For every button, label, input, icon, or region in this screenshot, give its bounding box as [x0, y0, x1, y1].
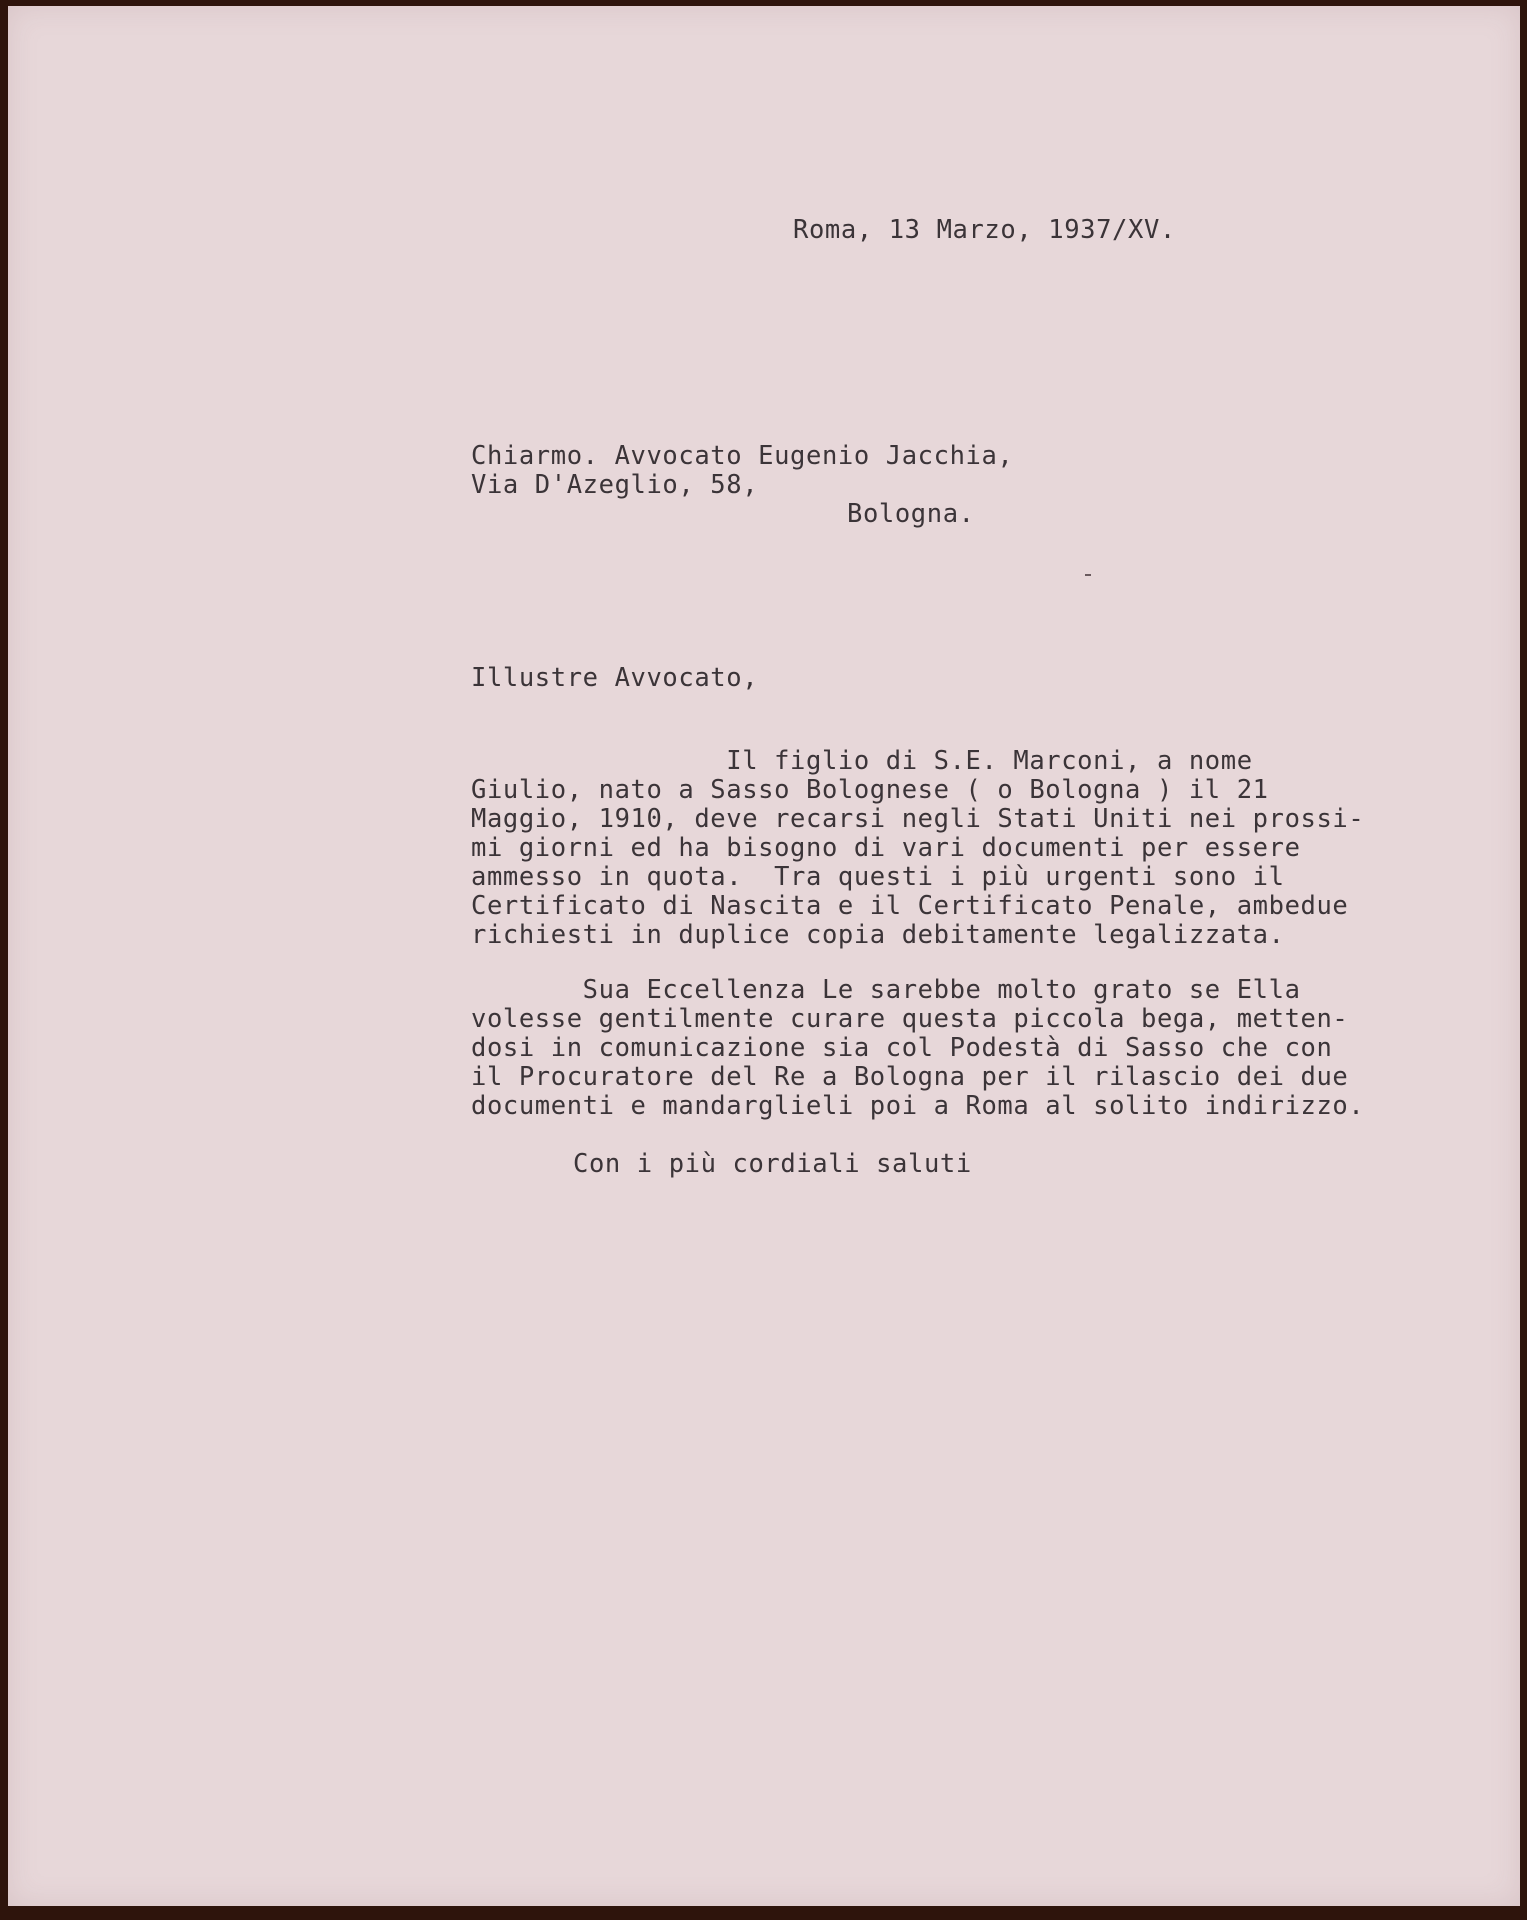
recipient-name: Chiarmo. Avvocato Eugenio Jacchia,: [471, 441, 1014, 471]
body-paragraph-1: Il figlio di S.E. Marconi, a nome Giulio, nato a Sasso Bolognese ( o Bologna ) il 21 Maggio, 1910, deve recarsi negli Stati Uniti nei prossi- mi giorni ed ha bisogno di vari documenti per essere ammesso in quota. Tra questi i più urgenti sono il Certificato di Nascita e il Certificato Penale, ambedue richiesti in duplice copia debitamente legalizzata.: [471, 746, 1365, 950]
recipient-city: Bologna.: [847, 499, 975, 529]
letter-page: [8, 6, 1520, 1906]
recipient-street: Via D'Azeglio, 58,: [471, 470, 759, 500]
paper-speck: [1085, 574, 1091, 576]
salutation: Illustre Avvocato,: [471, 663, 759, 693]
closing: Con i più cordiali saluti: [573, 1149, 972, 1179]
body-paragraph-2: Sua Eccellenza Le sarebbe molto grato se Ella volesse gentilmente curare questa piccola bega, metten- dosi in comunicazione sia col Podestà di Sasso che con il Procuratore del Re a Bologna per il rilascio dei due documenti e mandarglieli poi a Roma al solito indirizzo.: [471, 975, 1365, 1121]
letter-date: Roma, 13 Marzo, 1937/XV.: [793, 215, 1176, 245]
